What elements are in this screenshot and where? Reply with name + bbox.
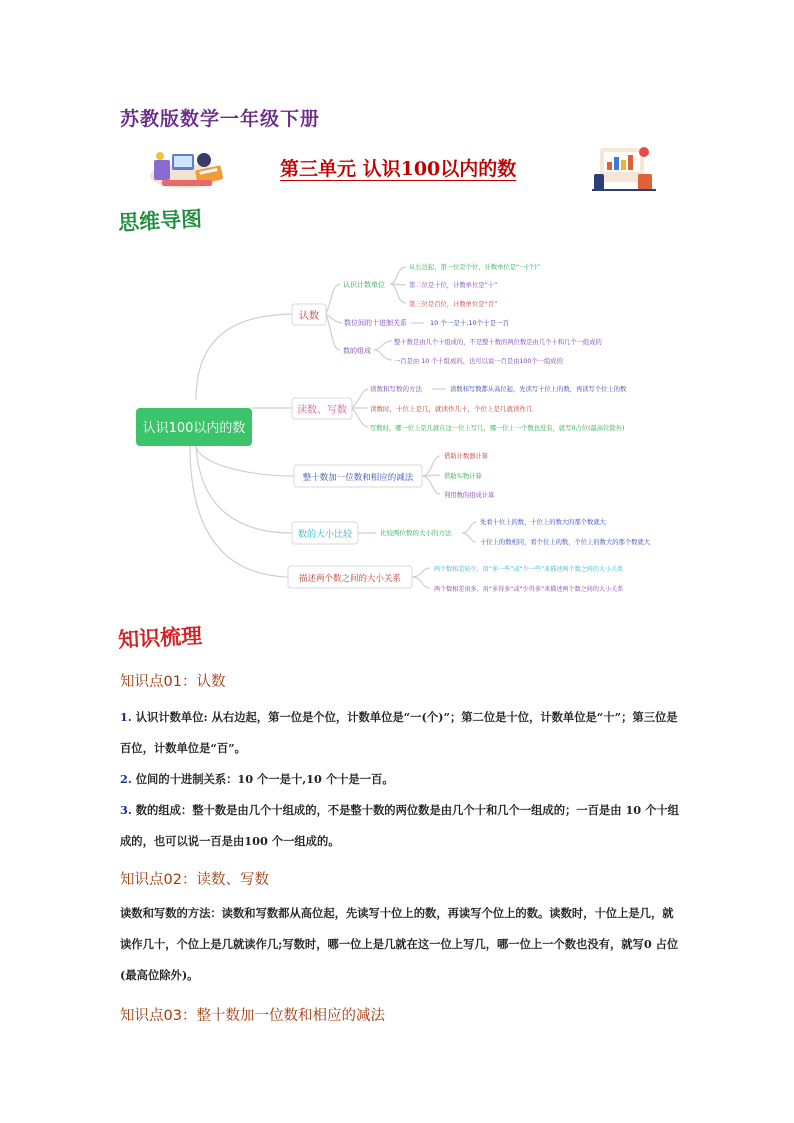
counting-unit-item-2: 第二位是十位，计数单位是“十” <box>409 282 498 289</box>
compare-item-1: 先看十位上的数，十位上的数大的那个数就大 <box>480 519 606 526</box>
mind-map <box>0 250 794 600</box>
branch-compare-label: 数的大小比较 <box>297 530 353 540</box>
chart-illustration-right <box>592 144 656 192</box>
sub-counting-unit: 认识计数单位 <box>343 281 385 289</box>
kp3-title: 知识点03：整十数加一位数和相应的减法 <box>120 1008 385 1024</box>
kp1-p1-number: 1. <box>120 710 132 724</box>
kp1-paragraph-3 <box>120 795 680 857</box>
kp1-p2-text: 位间的十进制关系：10 个一是十,10 个十是一百。 <box>135 772 394 786</box>
describe-item-2: 两个数相差很多，用“多得多”或“少得多”来描述两个数之间的大小关系 <box>434 586 624 593</box>
branch-describe-label: 描述两个数之间的大小关系 <box>298 574 402 584</box>
kp1-paragraph-1 <box>120 702 680 764</box>
kp2-title: 知识点02：读数、写数 <box>120 872 269 888</box>
book-title: 苏教版数学一年级下册 <box>120 108 321 130</box>
add-sub-item-2: 借助实物计算 <box>444 473 482 480</box>
read-write-method-item: 读数和写数都从高位起，先读写十位上的数，再读写个位上的数 <box>450 386 627 393</box>
add-sub-item-3: 利用数的组成计算 <box>444 492 495 499</box>
connector-b4 <box>196 446 292 533</box>
unit-title: 第三单元 认识100以内的数 <box>280 158 517 180</box>
mindmap-root-label: 认识100以内的数 <box>142 421 246 436</box>
kp1-p3-text: 数的组成：整十数是由几个十组成的，不是整十数的两位数是由几个十和几个一组成的；一百是由 10 个十组成的，也可以说一百是由100 个一组成的。 <box>120 803 679 848</box>
sub-read-write-method: 读数和写数的方法 <box>370 385 422 393</box>
branch-add-sub-label: 整十数加一位数和相应的减法 <box>302 473 414 483</box>
read-item: 读数时，十位上是几，就读作几十，个位上是几就读作几 <box>370 405 533 413</box>
composition-item-2: 一百是由 10 个十组成的，也可以说一百是由100个一组成的 <box>394 358 563 365</box>
counting-unit-item-1: 从右边起，第一位是个位，计数单位是“一(个)” <box>409 264 541 271</box>
composition-item-1: 整十数是由几个十组成的，不是整十数的两位数是由几个十和几个一组成的 <box>394 339 602 346</box>
branch-renshu-label: 认数 <box>299 311 319 322</box>
sub-compare-method: 比较两位数的大小的方法 <box>380 529 452 537</box>
knowledge-section-title: 知识梳理 <box>117 623 203 653</box>
write-item: 写数时，哪一位上是几就在这一位上写几，哪一位上一个数也没有，就写0占位(最高位除外) <box>370 425 625 432</box>
branch-read-write-label: 读数、写数 <box>297 405 347 416</box>
connector-b3 <box>196 446 294 476</box>
compare-item-2: 十位上的数相同，看个位上的数，个位上的数大的那个数就大 <box>480 539 651 546</box>
counting-unit-item-3: 第三位是百位，计数单位是“百” <box>409 301 498 308</box>
decimal-relation-item: 10 个一是十,10个十是一百 <box>430 319 510 327</box>
describe-item-1: 两个数相差较少，用“多一些”或“少一些”来描述两个数之间的大小关系 <box>434 566 624 573</box>
add-sub-item-1: 借助计数器计算 <box>444 453 489 460</box>
kp1-p3-number: 3. <box>120 803 132 817</box>
connector-b5 <box>190 446 288 577</box>
kp2-paragraph-1: 读数和写数的方法：读数和写数都从高位起，先读写十位上的数，再读写个位上的数。读数时，十位上是几，就读作几十，个位上是几就读作几;写数时，哪一位上是几就在这一位上写几，哪一位上一个数也没有，就写0 占位(最高位除外)。 <box>120 906 679 982</box>
mindmap-section-title: 思维导图 <box>117 206 203 236</box>
kp1-p2-number: 2. <box>120 772 132 786</box>
kp1-p1-text: 认识计数单位: 从右边起，第一位是个位，计数单位是“一(个)”；第二位是十位，计数单位是“十”；第三位是百位，计数单位是“百”。 <box>120 710 678 755</box>
study-illustration-left <box>148 146 226 192</box>
kp1-paragraph-2 <box>120 764 680 795</box>
kp1-title: 知识点01：认数 <box>120 674 226 690</box>
connector-b1 <box>196 314 292 400</box>
sub-composition: 数的组成 <box>343 347 371 355</box>
sub-decimal-relation: 数位间的十进制关系 <box>344 319 407 327</box>
